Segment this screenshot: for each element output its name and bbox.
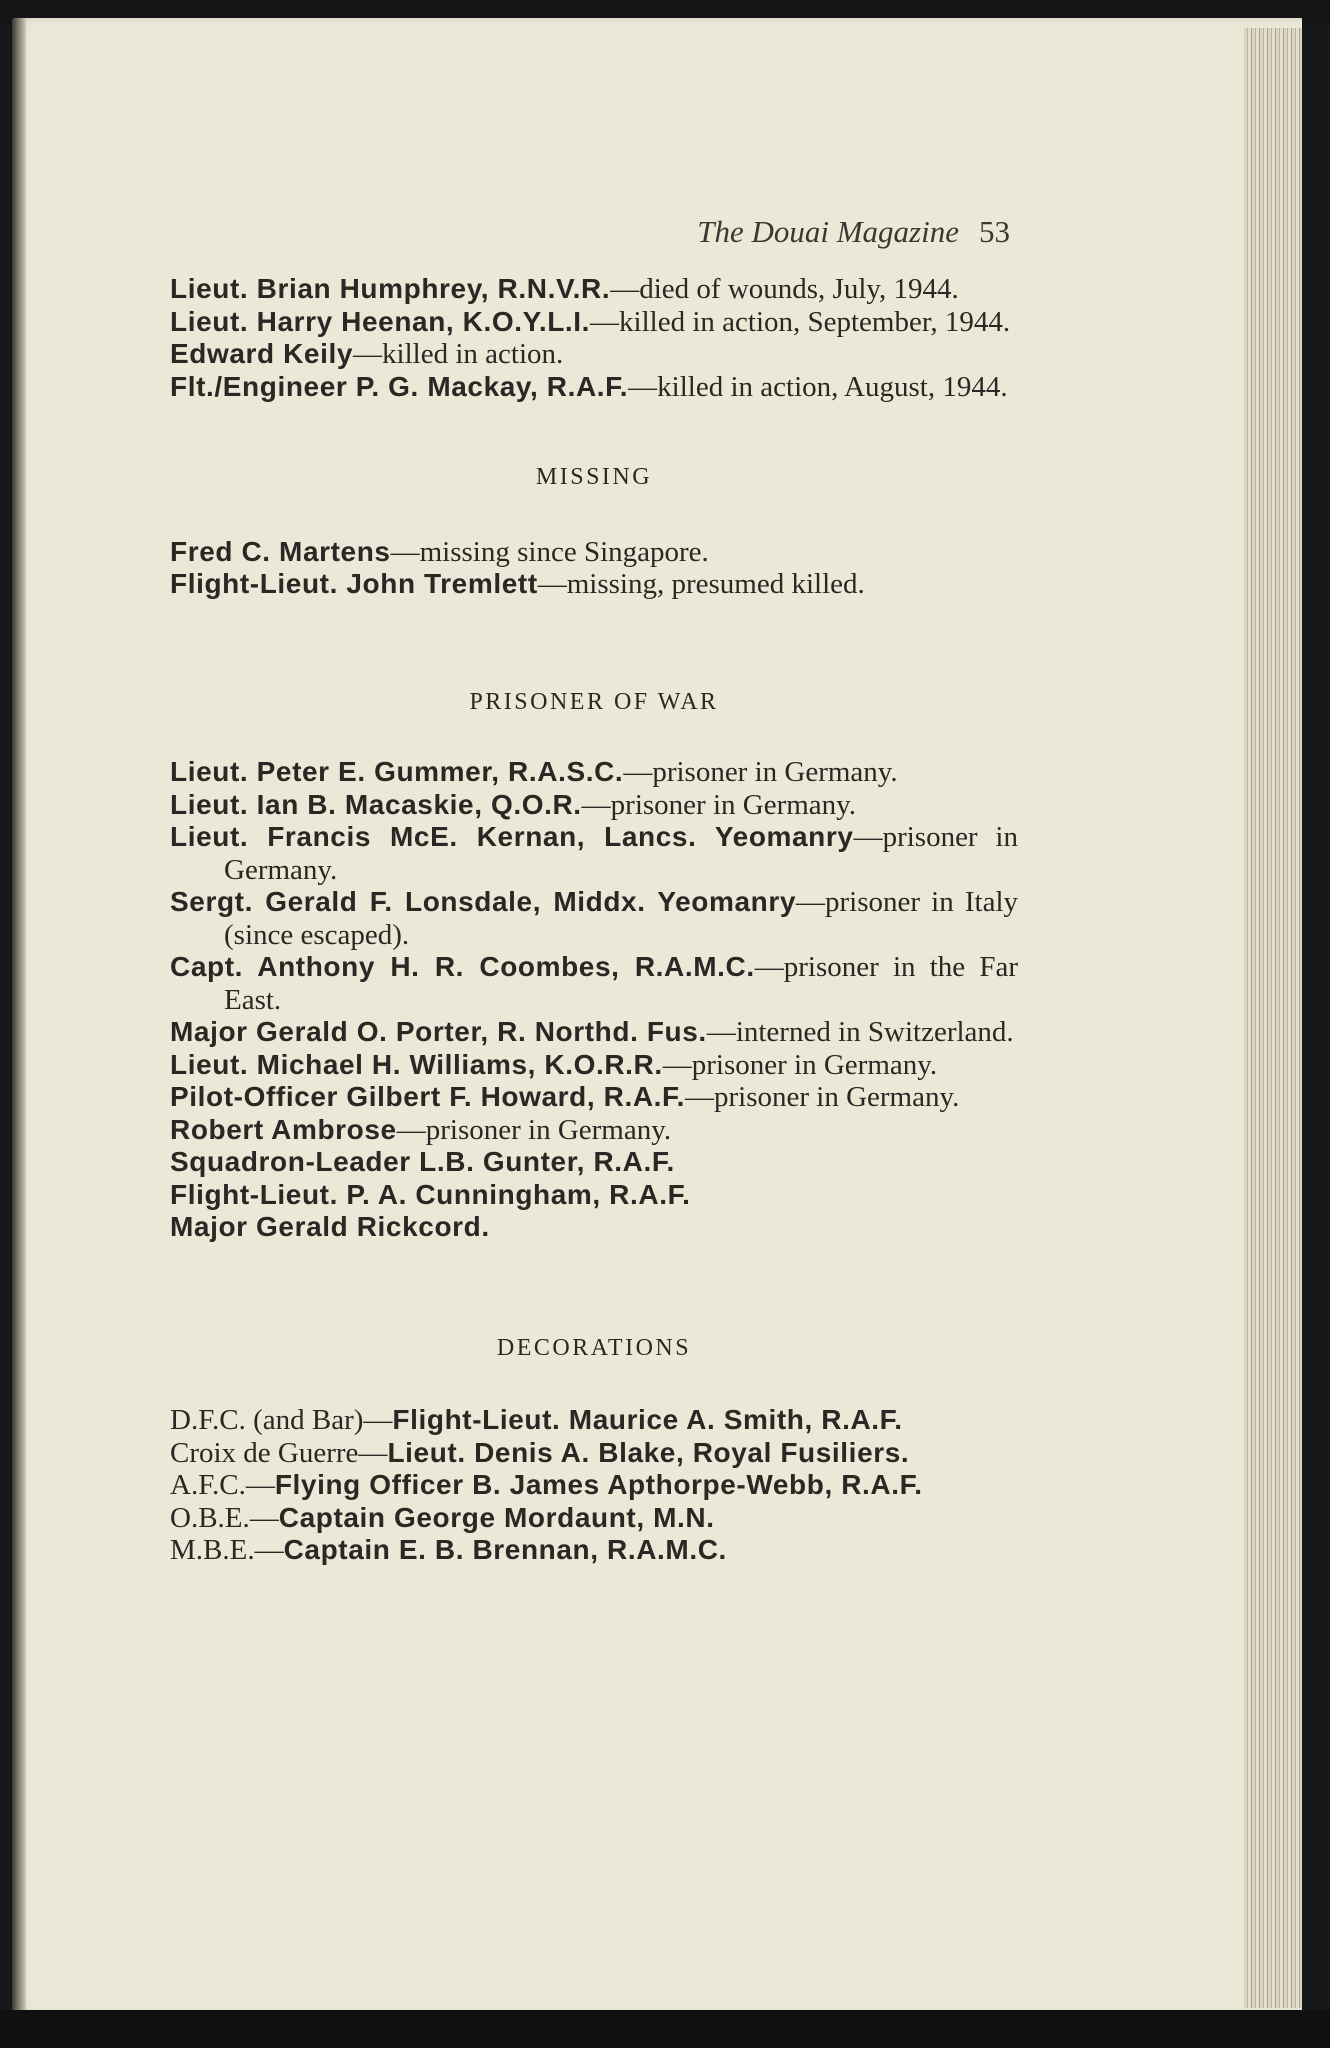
entry-detail: —prisoner in Germany. (662, 1048, 938, 1081)
list-item (170, 371, 1018, 404)
list-item (170, 338, 1018, 371)
prisoner-list (170, 756, 1018, 1244)
list-item (170, 1502, 1018, 1535)
entry-name: Sergt. Gerald F. Lonsdale, Middx. Yeomanry (170, 886, 797, 917)
list-item (170, 1211, 1018, 1244)
recipient-name: Flying Officer B. James Apthorpe-Webb, R.A.F. (274, 1469, 923, 1500)
magazine-title: The Douai Magazine (697, 214, 959, 249)
decorations-list (170, 1404, 1018, 1567)
award-name: D.F.C. (and Bar)— (170, 1404, 393, 1436)
entry-detail: —prisoner in Germany. (224, 821, 1018, 886)
list-item (170, 568, 1018, 601)
entry-detail: —missing, presumed killed. (537, 568, 865, 600)
entry-name: Lieut. Peter E. Gummer, R.A.S.C. (170, 756, 624, 787)
entry-detail: —killed in action. (353, 338, 564, 370)
page-number: 53 (979, 214, 1010, 249)
award-name: M.B.E.— (170, 1534, 284, 1566)
list-item (170, 821, 1018, 886)
list-item (170, 1049, 1018, 1082)
page-fore-edge (1244, 28, 1302, 2008)
entry-name: Lieut. Brian Humphrey, R.N.V.R. (170, 273, 611, 304)
entry-name: Squadron-Leader L.B. Gunter, R.A.F. (170, 1146, 675, 1177)
award-name: A.F.C.— (170, 1469, 275, 1501)
entry-detail: —prisoner in the Far East. (224, 951, 1019, 1016)
entry-name: Robert Ambrose (170, 1113, 397, 1145)
entry-name: Lieut. Ian B. Macaskie, Q.O.R. (170, 788, 582, 820)
section-heading-decorations: DECORATIONS (496, 1334, 692, 1361)
list-item (170, 756, 1018, 789)
entry-name: Pilot-Officer Gilbert F. Howard, R.A.F. (170, 1081, 685, 1112)
entry-detail: —prisoner in Germany. (623, 756, 898, 788)
list-item (170, 1534, 1018, 1567)
section-heading-missing: MISSING (535, 464, 653, 490)
entry-name: Flight-Lieut. John Tremlett (170, 568, 538, 599)
recipient-name: Captain E. B. Brennan, R.A.M.C. (283, 1534, 727, 1565)
entry-name: Lieut. Michael H. Williams, K.O.R.R. (170, 1048, 663, 1080)
page-gutter (12, 18, 26, 2014)
entry-detail: —killed in action, August, 1944. (628, 370, 1008, 403)
killed-list (170, 273, 1018, 403)
running-header (600, 214, 1010, 250)
missing-list (170, 536, 1018, 601)
recipient-name: Captain George Mordaunt, M.N. (278, 1501, 715, 1533)
recipient-name: Flight-Lieut. Maurice A. Smith, R.A.F. (392, 1404, 903, 1435)
book-cover-bottom (0, 2010, 1330, 2048)
entry-detail: —killed in action, September, 1944. (590, 305, 1011, 338)
entry-name: Fred C. Martens (170, 535, 391, 567)
list-item (170, 273, 1018, 306)
entry-name: Edward Keily (170, 338, 354, 369)
list-item (170, 536, 1018, 569)
entry-detail: —died of wounds, July, 1944. (610, 273, 959, 305)
list-item (170, 886, 1018, 951)
entry-name: Flt./Engineer P. G. Mackay, R.A.F. (170, 370, 629, 402)
entry-name: Lieut. Harry Heenan, K.O.Y.L.I. (170, 305, 591, 337)
entry-name: Capt. Anthony H. R. Coombes, R.A.M.C. (170, 951, 755, 982)
award-name: O.B.E.— (170, 1501, 279, 1534)
entry-detail: —prisoner in Germany. (581, 788, 857, 821)
list-item (170, 951, 1018, 1016)
entry-detail: —prisoner in Italy (since escaped). (224, 886, 1018, 951)
list-item (170, 1404, 1018, 1437)
recipient-name: Lieut. Denis A. Blake, Royal Fusiliers. (387, 1436, 910, 1468)
page-content (170, 273, 1018, 1567)
list-item (170, 1179, 1018, 1212)
entry-name: Major Gerald Rickcord. (170, 1211, 490, 1242)
list-item (170, 1146, 1018, 1179)
entry-name: Flight-Lieut. P. A. Cunningham, R.A.F. (170, 1178, 691, 1210)
list-item (170, 1081, 1018, 1114)
list-item (170, 789, 1018, 822)
list-item (170, 1437, 1018, 1470)
entry-detail: —missing since Singapore. (390, 535, 709, 568)
list-item (170, 1469, 1018, 1502)
list-item (170, 1114, 1018, 1147)
entry-detail: —prisoner in Germany. (685, 1081, 960, 1113)
entry-detail: —interned in Switzerland. (706, 1016, 1014, 1048)
section-heading-prisoner-of-war: PRISONER OF WAR (469, 688, 719, 715)
list-item (170, 306, 1018, 339)
entry-detail: —prisoner in Germany. (396, 1113, 672, 1146)
award-name: Croix de Guerre— (170, 1436, 388, 1469)
entry-name: Major Gerald O. Porter, R. Northd. Fus. (170, 1016, 707, 1047)
entry-name: Lieut. Francis McE. Kernan, Lancs. Yeomanry (170, 821, 854, 852)
list-item (170, 1016, 1018, 1049)
